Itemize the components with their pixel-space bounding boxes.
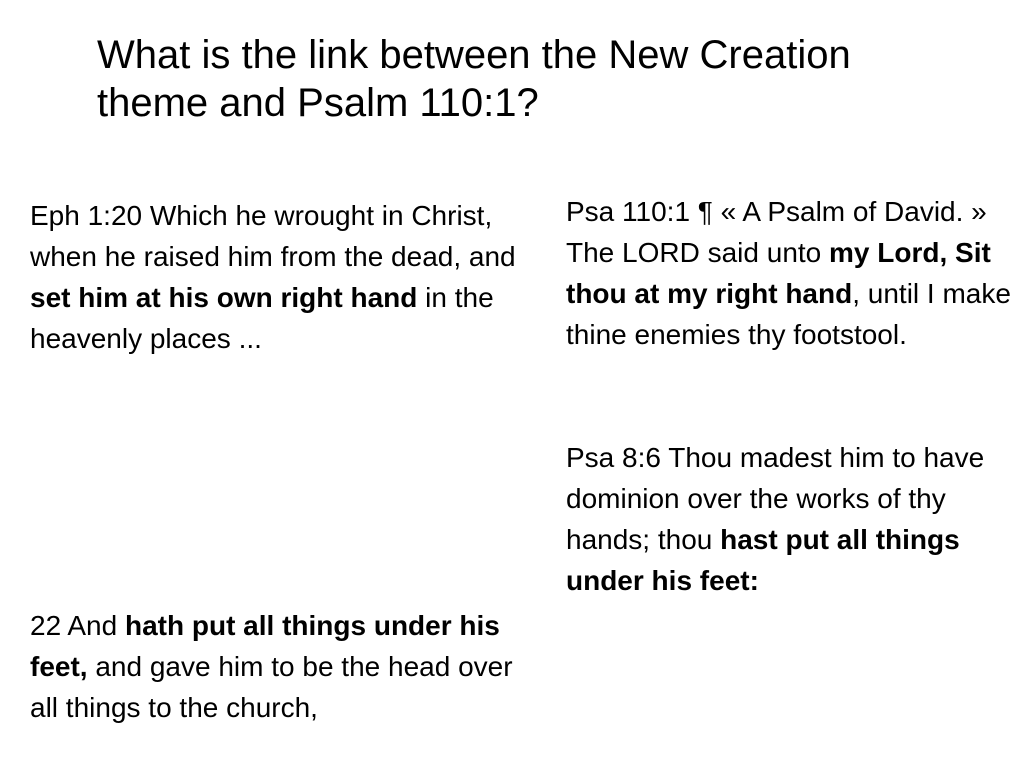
slide-title: What is the link between the New Creation theme and Psalm 110:1?	[97, 33, 851, 125]
psa-110-1-text: Psa 110:1 ¶ « A Psalm of David. » The LORD said unto	[566, 196, 987, 268]
psa-8-6-emphasis: hast put all things under his feet:	[566, 524, 960, 596]
eph-1-20-emphasis: set him at his own right hand	[30, 282, 418, 313]
eph-1-20-verse	[30, 195, 530, 359]
eph-1-22-text-end: and gave him to be the head over all things to the church,	[30, 651, 513, 723]
psa-8-6-text: Psa 8:6 Thou madest him to have dominion over the works of thy hands; thou	[566, 442, 985, 555]
psa-110-1-text-end: , until I make thine enemies thy footstool.	[566, 278, 1011, 350]
psa-110-1-emphasis: my Lord, Sit thou at my right hand	[566, 237, 991, 309]
eph-1-22-text: 22 And	[30, 610, 125, 641]
eph-1-22-emphasis: hath put all things under his feet,	[30, 610, 500, 682]
eph-1-20-text-end: in the heavenly places ...	[30, 282, 494, 354]
psa-110-1-verse	[566, 191, 1016, 355]
eph-1-20-text: Eph 1:20 Which he wrought in Christ, when he raised him from the dead, and	[30, 200, 516, 272]
eph-1-22-verse	[30, 605, 530, 728]
psa-8-6-verse	[566, 437, 1016, 601]
